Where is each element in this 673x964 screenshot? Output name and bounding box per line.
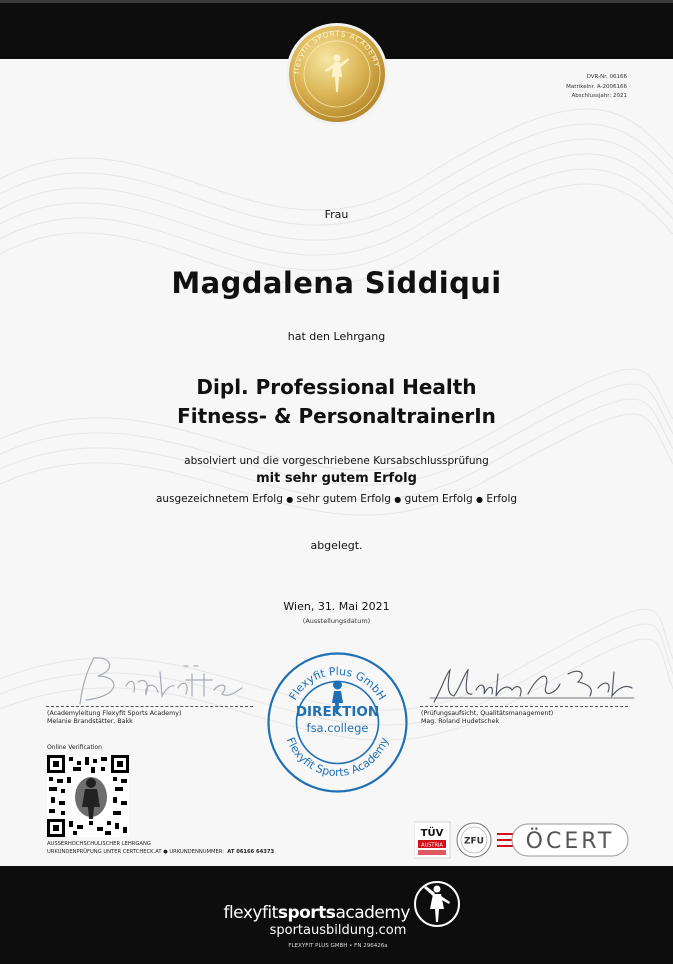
grade-scale-item: sehr gutem Erfolg	[296, 493, 391, 505]
course-title-line-1: Dipl. Professional Health	[196, 375, 477, 399]
online-verification-label: Online Verification	[47, 744, 102, 751]
brand-company: FLEXYFIT PLUS GMBH • FN 296426a	[288, 943, 388, 949]
grade-scale-item: Erfolg	[486, 493, 518, 505]
svg-text:Flexyfit Sports Academy	[284, 735, 392, 779]
right-signatory-name: Mag. Roland Hudetschek	[421, 718, 500, 725]
footnote-line-2: URKUNDENPRÜFUNG UNTER CERTCHECK.AT ● URKUNDENNUMMER:	[47, 848, 224, 855]
graduation-year: Abschlussjahr: 2021	[571, 93, 627, 99]
right-signature	[428, 664, 638, 708]
brand-light: flexyfit	[223, 903, 278, 923]
salutation: Frau	[324, 208, 349, 221]
grade-scale-separator: ●	[394, 495, 402, 504]
stamp-bottom-text: Flexyfit Sports Academy	[283, 735, 392, 780]
matrikel-number: Matrikelnr. A-2006166	[566, 83, 627, 90]
closing-text: abgelegt.	[310, 539, 363, 552]
stamp-sub-text: fsa.college	[306, 721, 369, 735]
right-signature-line	[420, 706, 628, 707]
grade: mit sehr gutem Erfolg	[256, 471, 417, 486]
tuv-austria-logo	[414, 822, 450, 858]
oecert-logo	[497, 824, 628, 856]
left-signatory-name: Melanie Brandstätter, Bakk	[47, 718, 133, 725]
course-intro: hat den Lehrgang	[287, 330, 386, 343]
certification-logos	[414, 820, 630, 860]
tuv-sub-text: AUSTRIA	[421, 842, 443, 849]
right-signatory-role: (Prüfungsaufsicht, Qualitätsmanagement)	[421, 710, 554, 717]
svg-text:flexyfitsportsacademy	[223, 903, 410, 923]
course-title-line-2: Fitness- & PersonaltrainerIn	[177, 404, 496, 428]
direktion-stamp	[266, 651, 409, 794]
certificate-number: AT 06166 64373	[227, 848, 275, 855]
place-and-date: Wien, 31. Mai 2021	[283, 600, 390, 613]
zfu-text: ZFU	[464, 836, 484, 847]
top-edge-line	[0, 0, 673, 3]
tuv-text: TÜV	[420, 828, 444, 839]
grade-scale	[0, 493, 673, 505]
zfu-logo	[457, 823, 491, 857]
dvr-number: DVR-Nr. 06166	[586, 74, 627, 80]
stamp-top-text: Flexyfit Plus GmbH	[286, 664, 389, 703]
oecert-text: ÖCERT	[525, 829, 615, 854]
verification-footnote	[47, 841, 274, 856]
brand-tail: academy	[335, 903, 410, 923]
grade-scale-item: ausgezeichnetem Erfolg	[155, 493, 283, 505]
left-signature-line	[46, 706, 253, 707]
seal-text: flexyfit SPORTS ACADEMY	[292, 29, 381, 75]
grade-scale-separator: ●	[476, 495, 484, 504]
grade-scale-separator: ●	[286, 495, 294, 504]
brand-website: sportausbildung.com	[269, 923, 407, 938]
footnote-line-1: AUSSERHOCHSCHULISCHER LEHRGANG	[47, 841, 151, 847]
stamp-center-text: DIREKTION	[295, 704, 380, 720]
left-signatory-role: (Academyleitung Flexyfit Sports Academy)	[47, 710, 182, 717]
left-signature	[64, 652, 254, 708]
document-meta	[566, 73, 627, 102]
completion-statement: absolviert und die vorgeschriebene Kursabschlussprüfung	[184, 455, 489, 467]
date-caption: (Ausstellungsdatum)	[302, 617, 371, 625]
course-title	[0, 373, 673, 431]
brand-bold: sports	[277, 903, 336, 923]
brand-athlete-logo	[415, 882, 459, 926]
recipient-name: Magdalena Siddiqui	[171, 266, 502, 300]
brand-footer	[0, 876, 673, 960]
gold-seal-emblem	[285, 22, 389, 126]
grade-scale-item: gutem Erfolg	[404, 493, 473, 505]
verification-qr-code[interactable]	[47, 755, 129, 837]
